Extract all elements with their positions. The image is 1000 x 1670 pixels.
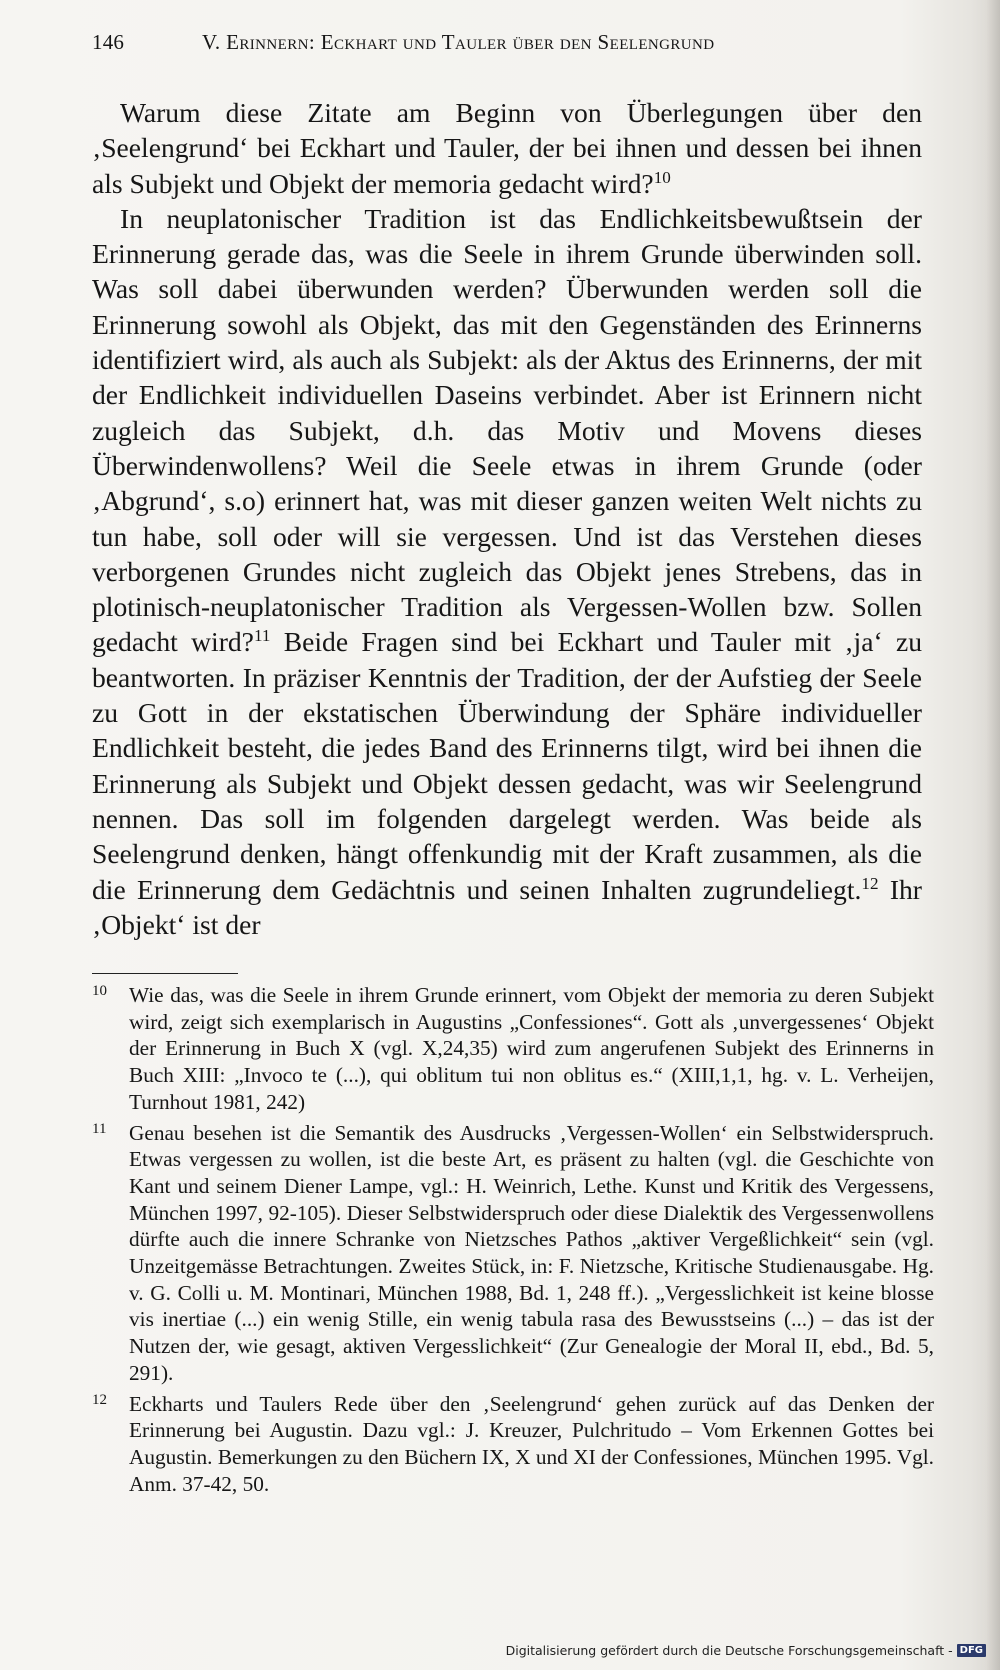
- paragraph-2-part-1: In neuplatonischer Tradition ist das Endlichkeitsbewußtsein der Erinnerung gerade das, was die Seele in ihrem Grunde überwinden soll. Was soll dabei überwunden werden? Überwunden werden soll die Erinnerung sowohl als Objekt, das mit den Gegenständen des Erinnerns identifiziert wird, als auch als Subjekt: als der Aktus des Erinnerns, der mit der Endlichkeit individuellen Daseins verbindet. Aber ist Erinnern nicht zugleich das Subjekt, d.h. das Motiv und Movens dieses Überwindenwollens? Weil die Seele etwas in ihrem Grunde (oder ‚Abgrund‘, s.o) erinnert hat, was mit dieser ganzen weiten Welt nichts zu tun habe, soll oder will sie vergessen. Und ist das Verstehen dieses verborgenen Grundes nicht zugleich das Objekt jenes Strebens, das in plotinisch-neuplatonischer Tradition als Vergessen-Wollen bzw. Sollen gedacht wird?: [92, 202, 922, 658]
- footnote-text: Eckharts und Taulers Rede über den ‚Seelengrund‘ gehen zurück auf das Denken der Erinnerung bei Augustin. Dazu vgl.: J. Kreuzer, Pulchritudo – Vom Erkennen Gottes bei Augustin. Bemerkungen zu den Büchern IX, X und XI der Confessiones, München 1995. Vgl. Anm. 37-42, 50.: [129, 1391, 934, 1496]
- digitization-credit: [506, 1643, 986, 1658]
- footnotes: [92, 982, 934, 1501]
- footnote-text: Wie das, was die Seele in ihrem Grunde erinnert, vom Objekt der memoria zu deren Subjekt wird, zeigt sich exemplarisch in Augustins „Confessiones“. Gott als ‚unvergessenes‘ Objekt der Erinnerung in Buch X (vgl. X,24,35) wird zum angerufenen Subjekt des Erinnerns in Buch XIII: „Invoco te (...), qui oblitum tui non oblitus es.“ (XIII,1,1, hg. v. L. Verheijen, Turnhout 1981, 242): [129, 983, 934, 1114]
- footnote-11: [92, 1120, 934, 1387]
- paragraph-2-part-2: Beide Fragen sind bei Eckhart und Tauler mit ‚ja‘ zu beantworten. In präziser Kenntnis der Tradition, der der Aufstieg der Seele zu Gott in der ekstatischen Überwindung der Sphäre individueller Endlichkeit besteht, die jedes Band des Erinnerns tilgt, wird bei ihnen die Erinnerung als Subjekt und Objekt dessen gedacht, was wir Seelengrund nennen. Das soll im folgenden dargelegt werden. Was beide als Seelengrund denken, hängt offenkundig mit der Kraft zusammen, als die die Erinnerung dem Gedächtnis und seinen Inhalten zugrundeliegt.: [92, 626, 922, 905]
- paragraph-2: [92, 201, 922, 942]
- dfg-logo-icon: DFG: [957, 1644, 986, 1657]
- page-edge-shadow: [986, 0, 1000, 1670]
- paragraph-1: [92, 95, 922, 201]
- paragraph-2-part-3: Ihr ‚Objekt‘ ist der: [92, 873, 922, 940]
- footnote-ref-12: 12: [861, 873, 879, 893]
- footnote-12: [92, 1391, 934, 1498]
- footnote-separator: [92, 973, 238, 974]
- footnote-ref-11: 11: [253, 626, 271, 646]
- footnote-ref-10: 10: [653, 167, 671, 187]
- footnote-10: [92, 982, 934, 1116]
- footnote-text: Genau besehen ist die Semantik des Ausdrucks ‚Vergessen-Wollen‘ ein Selbstwiderspruch. Etwas vergessen zu wollen, ist die beste Art, es präsent zu halten (vgl. die Geschichte von Kant und seinem Diener Lampe, vgl.: H. Weinrich, Lethe. Kunst und Kritik des Vergessens, München 1997, 92-105). Dieser Selbstwiderspruch oder diese Dialektik des Vergessenwollens dürfte auch die innere Schranke von Nietzsches Pathos „aktiver Vergeßlichkeit“ sein (vgl. Unzeitgemässe Betrachtungen. Zweites Stück, in: F. Nietzsche, Kritische Studienausgabe. Hg. v. G. Colli u. M. Montinari, München 1988, Bd. 1, 248 ff.). „Vergesslichkeit ist keine blosse vis inertiae (...) ein wenig Stille, ein wenig tabula rasa des Bewusstseins (...) – das ist der Nutzen der, wie gesagt, aktiven Vergesslichkeit“ (Zur Genealogie der Moral II, ebd., Bd. 5, 291).: [129, 1120, 934, 1385]
- running-head: [92, 30, 922, 60]
- paragraph-1-text: Warum diese Zitate am Beginn von Überlegungen über den ‚Seelengrund‘ bei Eckhart und Tauler, der bei ihnen und dessen bei ihnen als Subjekt und Objekt der memoria gedacht wird?: [92, 97, 922, 199]
- main-text: [92, 95, 922, 942]
- footnote-number: 12: [92, 1391, 107, 1408]
- credit-text: Digitalisierung gefördert durch die Deutsche Forschungsgemeinschaft -: [505, 1643, 953, 1658]
- footnote-number: 10: [92, 983, 107, 999]
- page-number: 146: [92, 30, 125, 54]
- footnote-number: 11: [92, 1120, 107, 1137]
- running-head-title: V. Erinnern: Eckhart und Tauler über den Seelengrund: [202, 30, 715, 54]
